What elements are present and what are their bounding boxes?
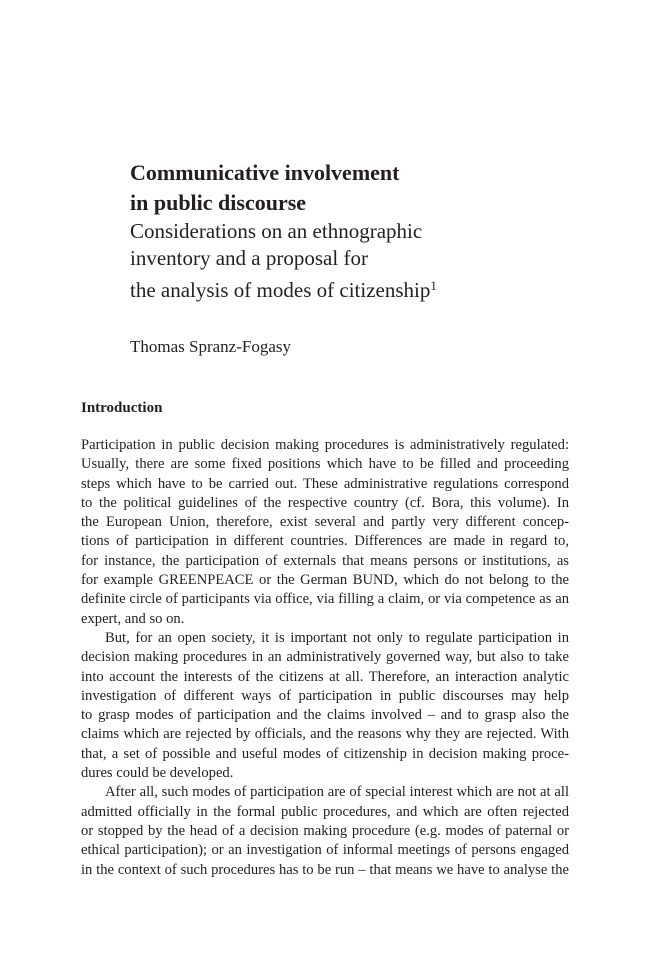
paragraph bbox=[81, 629, 569, 783]
text-line: or stopped by the head of a decision making procedure (e.g. modes of paternal or bbox=[81, 822, 569, 839]
text-line: to grasp modes of participation and the claims involved – and to grasp also the bbox=[81, 707, 569, 724]
text-line: Participation in public decision making procedures is administratively regulated: bbox=[81, 437, 569, 453]
paragraph bbox=[81, 783, 569, 879]
text-line: admitted officially in the formal public procedures, and which are often rejected bbox=[81, 803, 569, 820]
text-line: expert, and so on. bbox=[81, 610, 185, 627]
subtitle-text: the analysis of modes of citizenship bbox=[130, 278, 431, 302]
title-line: in public discourse bbox=[130, 190, 307, 215]
text-line: ethical participation); or an investigation of informal meetings of persons engaged bbox=[81, 842, 569, 859]
subtitle-line: inventory and a proposal for bbox=[130, 246, 368, 270]
text-line: dures could be developed. bbox=[81, 765, 234, 782]
body-text bbox=[81, 436, 569, 880]
section-heading: Introduction bbox=[81, 400, 163, 416]
text-line: for example GREENPEACE or the German BUND, which do not belong to the bbox=[81, 572, 569, 589]
text-line: tions of participation in different countries. Differences are made in regard to, bbox=[81, 533, 569, 550]
text-line: claims which are rejected by officials, and the reasons why they are rejected. With bbox=[81, 726, 569, 743]
subtitle-line: Considerations on an ethnographic bbox=[130, 219, 423, 243]
text-line: decision making procedures in an administratively governed way, but also to take bbox=[81, 649, 569, 666]
text-line: in the context of such procedures has to be run – that means we have to analyse the bbox=[81, 861, 569, 878]
title-block bbox=[130, 158, 560, 304]
text-line: for instance, the participation of externals that means persons or institutions, as bbox=[81, 552, 569, 569]
footnote-marker[interactable]: 1 bbox=[430, 278, 437, 293]
text-line: the European Union, therefore, exist several and partly very different concep- bbox=[81, 514, 569, 531]
text-line: Usually, there are some fixed positions which have to be filled and proceeding bbox=[81, 456, 569, 473]
text-line: investigation of different ways of participation in public discourses may help bbox=[81, 687, 569, 704]
text-line: definite circle of participants via office, via filling a claim, or via competence as an bbox=[81, 591, 569, 608]
paragraph bbox=[81, 436, 569, 629]
text-line: steps which have to be carried out. These administrative regulations correspond bbox=[81, 475, 569, 492]
text-line: But, for an open society, it is important not only to regulate participation in bbox=[105, 629, 569, 646]
author-name: Thomas Spranz-Fogasy bbox=[130, 337, 292, 356]
subtitle-line bbox=[130, 272, 560, 304]
title-line: Communicative involvement bbox=[130, 160, 400, 185]
text-line: into account the interests of the citizens at all. Therefore, an interaction analytic bbox=[81, 668, 569, 685]
text-line: to the political guidelines of the respective country (cf. Bora, this volume). In bbox=[81, 494, 569, 511]
text-line: After all, such modes of participation are of special interest which are not at all bbox=[105, 784, 569, 801]
text-line: that, a set of possible and useful modes of citizenship in decision making proce- bbox=[81, 745, 569, 762]
